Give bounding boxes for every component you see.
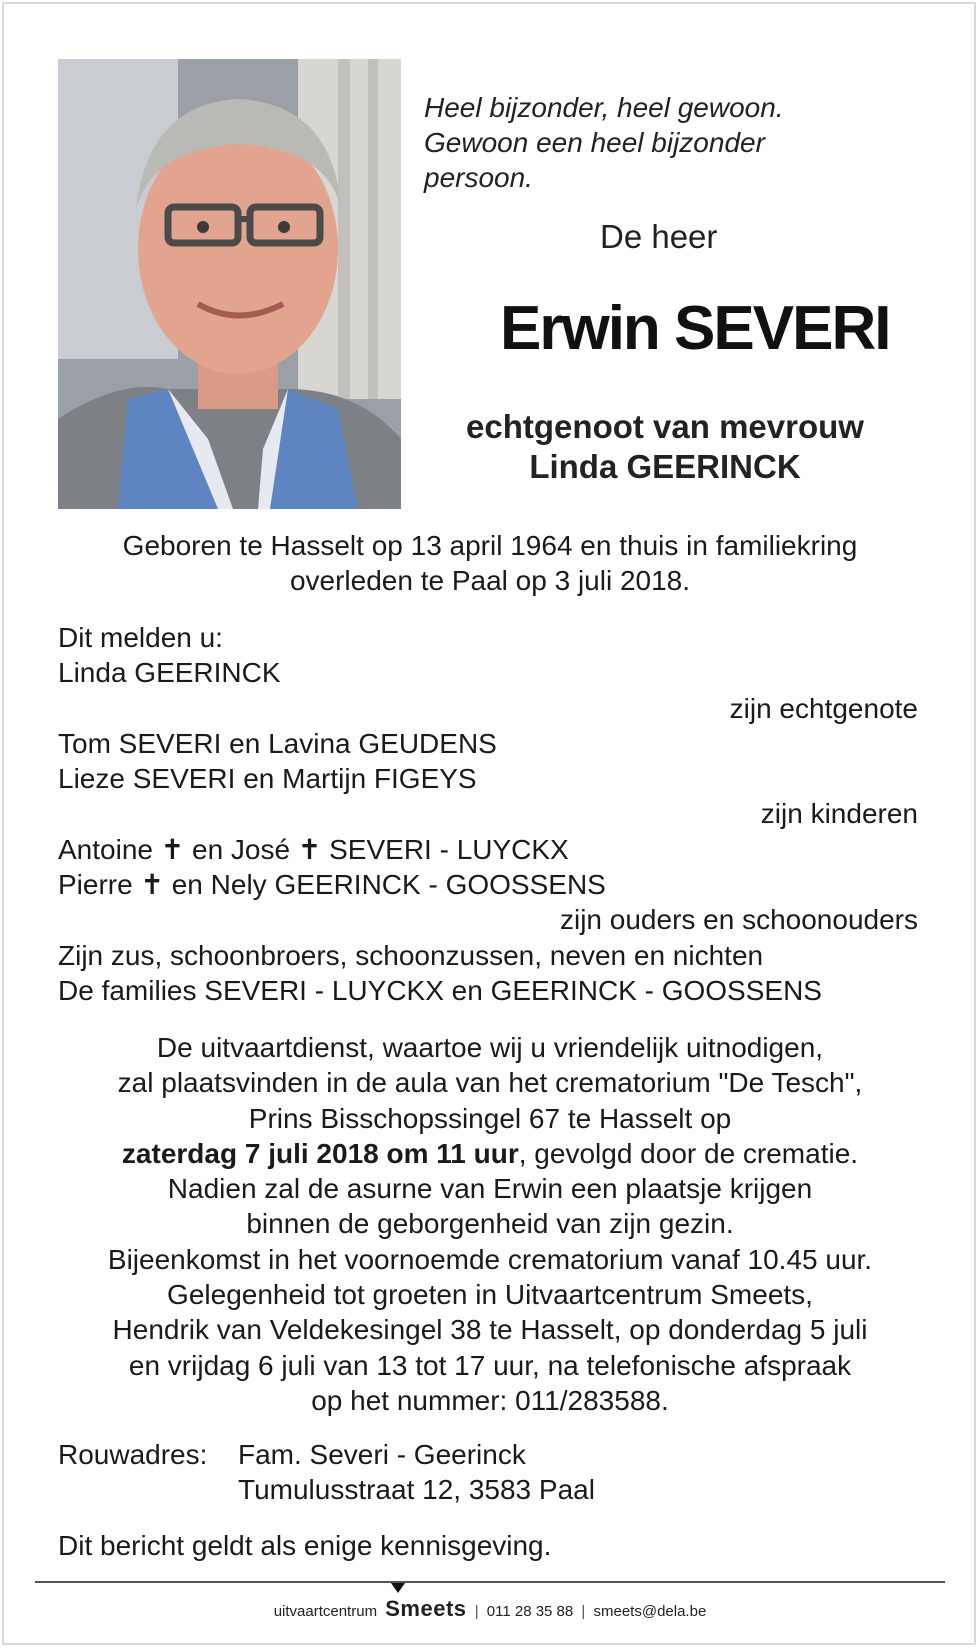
funeral-home-logo: Smeets	[385, 1596, 467, 1621]
service-line: op het nummer: 011/283588.	[311, 1384, 669, 1416]
relation-label: zijn kinderen	[760, 798, 918, 830]
honorific: De heer	[600, 218, 718, 255]
service-line: De uitvaartdienst, waartoe wij u vriendelijk uitnodigen,	[156, 1032, 824, 1063]
birth-line: Geboren te Hasselt op 13 april 1964 en thuis in familiekring	[122, 530, 858, 561]
relation-label: zijn echtgenote	[729, 692, 918, 724]
quote-line: Gewoon een heel bijzonder	[424, 127, 765, 158]
family-member: Zijn zus, schoonbroers, schoonzussen, neven en nichten	[58, 939, 764, 971]
family-member: Linda GEERINCK	[58, 657, 281, 689]
funeral-service-details	[60, 1030, 920, 1418]
portrait-photo	[58, 59, 401, 509]
parent-name: en José	[192, 833, 291, 865]
parent-name: Antoine	[58, 833, 153, 865]
family-list	[58, 620, 918, 1008]
cross-icon: ✝	[297, 833, 322, 865]
memorial-quote	[424, 90, 944, 195]
parent-name: en Nely GEERINCK - GOOSSENS	[171, 869, 606, 901]
footer-divider	[35, 1581, 945, 1583]
service-line: binnen de geborgenheid van zijn gezin.	[246, 1208, 734, 1240]
address-line: Fam. Severi - Geerinck	[238, 1439, 526, 1470]
family-member: Tom SEVERI en Lavina GEUDENS	[58, 727, 497, 759]
deceased-name: Erwin SEVERI	[500, 294, 890, 363]
address-label: Rouwadres:	[58, 1439, 208, 1470]
address-line: Tumulusstraat 12, 3583 Paal	[238, 1474, 595, 1505]
parent-name: Pierre	[58, 869, 133, 901]
service-line: Nadien zal de asurne van Erwin een plaatsje krijgen	[167, 1173, 813, 1205]
footer-prefix: uitvaartcentrum	[273, 1603, 378, 1620]
service-line-rest: , gevolgd door de crematie.	[518, 1137, 859, 1169]
cross-icon: ✝	[160, 833, 185, 865]
birth-death-statement	[60, 528, 920, 598]
family-member: De families SEVERI - LUYCKX en GEERINCK - GOOSSENS	[58, 974, 822, 1006]
service-line: Bijeenkomst in het voornoemde crematorium vanaf 10.45 uur.	[107, 1243, 873, 1275]
service-line: Gelegenheid tot groeten in Uitvaartcentrum Smeets,	[167, 1279, 813, 1311]
triangle-marker-icon	[391, 1583, 405, 1593]
service-line: Hendrik van Veldekesingel 38 te Hasselt, op donderdag 5 juli	[112, 1314, 868, 1346]
footer-email: smeets@dela.be	[593, 1603, 707, 1620]
death-line: overleden te Paal op 3 juli 2018.	[289, 565, 691, 596]
spouse-name: Linda GEERINCK	[529, 448, 801, 485]
footer-separator: |	[581, 1603, 586, 1620]
spouse-line: echtgenoot van mevrouw	[466, 408, 864, 445]
notice-statement: Dit bericht geldt als enige kennisgeving.	[58, 1530, 552, 1561]
family-member: Lieze SEVERI en Martijn FIGEYS	[58, 763, 477, 795]
spouse-statement	[430, 407, 900, 487]
funeral-home-footer	[0, 1596, 980, 1622]
relation-label: zijn ouders en schoonouders	[559, 904, 918, 936]
service-datetime: zaterdag 7 juli 2018 om 11 uur	[121, 1137, 519, 1169]
footer-phone: 011 28 35 88	[486, 1603, 574, 1620]
family-intro: Dit melden u:	[58, 622, 223, 653]
footer-separator: |	[474, 1603, 479, 1620]
quote-line: Heel bijzonder, heel gewoon.	[424, 92, 784, 123]
service-line	[60, 1136, 920, 1171]
parent-surname: SEVERI - LUYCKX	[329, 833, 569, 865]
family-member	[58, 832, 918, 867]
quote-line: persoon.	[424, 162, 533, 193]
service-line: en vrijdag 6 juli van 13 tot 17 uur, na telefonische afspraak	[128, 1349, 852, 1381]
cross-icon: ✝	[140, 869, 164, 901]
family-member	[58, 867, 918, 902]
service-line: Prins Bisschopssingel 67 te Hasselt op	[248, 1102, 732, 1134]
service-line: zal plaatsvinden in de aula van het crematorium "De Tesch",	[117, 1067, 863, 1099]
